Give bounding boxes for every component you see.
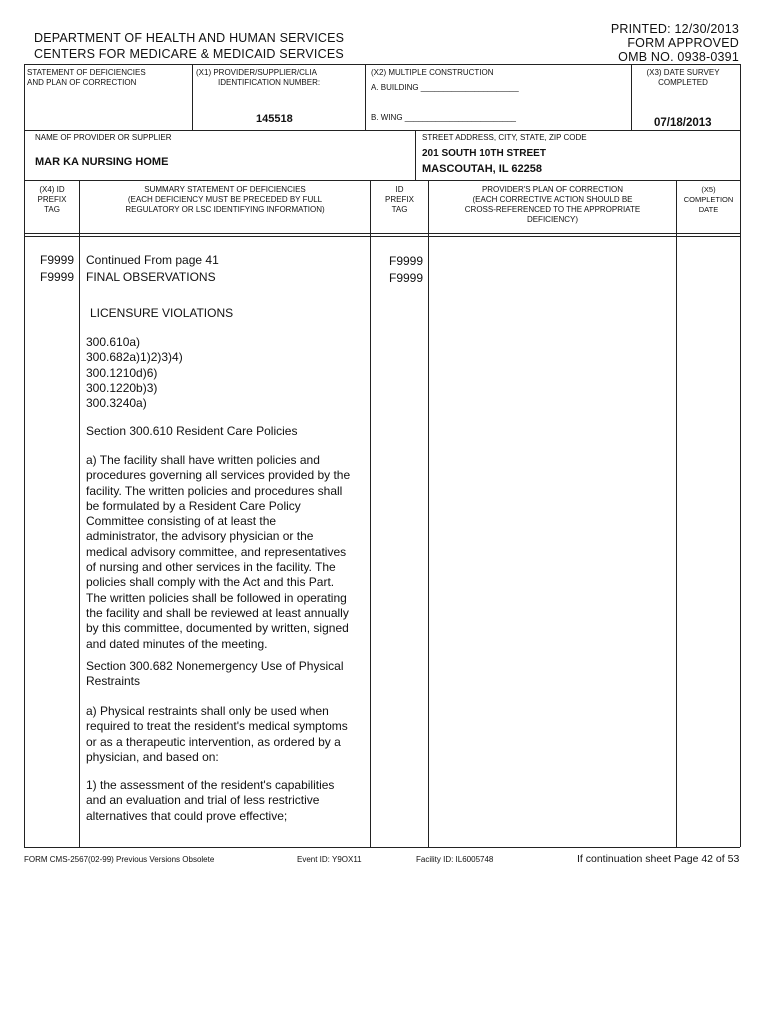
survey-date: 07/18/2013 — [654, 117, 712, 129]
x2-label: (X2) MULTIPLE CONSTRUCTION — [371, 68, 494, 77]
facility-id: Facility ID: IL6005748 — [416, 855, 494, 864]
paragraph-assessment: 1) the assessment of the resident's capabilities and an evaluation and trial of less restrictive alternatives that could prove effective; — [86, 778, 335, 823]
left-tag-1: F9999 — [40, 253, 75, 267]
final-observations: FINAL OBSERVATIONS — [86, 270, 216, 284]
col-divider-plan — [676, 180, 677, 847]
right-tag-2: F9999 — [389, 271, 424, 285]
plan-header: PROVIDER'S PLAN OF CORRECTION (EACH CORRECTIVE ACTION SHOULD BE CROSS-REFERENCED TO THE APPROPRIATE DEFICIENCY) — [464, 185, 641, 224]
section-682-heading: Section 300.682 Nonemergency Use of Physical Restraints — [86, 659, 344, 689]
agency-title: CENTERS FOR MEDICARE & MEDICAID SERVICES — [34, 47, 344, 61]
paragraph-policies: a) The facility shall have written policies and procedures governing all services provided by the facility. The written policies and procedures shall be formulated by a Resident Care Policy Committee consisting of at least the administrator, the advisory physician or the medical advisory committee, and representatives of nursing and other services in the facility. The policies shall comply with the Act and this Part. The written policies shall be followed in operating the facility and shall be reviewed at least annually by this committee, documented by written, signed and dated minutes of the meeting. — [86, 453, 351, 651]
x1-divider — [192, 64, 193, 130]
city-state-zip: MASCOUTAH, IL 62258 — [422, 163, 543, 175]
x1-label: (X1) PROVIDER/SUPPLIER/CLIA IDENTIFICATION NUMBER: — [196, 68, 321, 87]
x2-divider — [365, 64, 366, 130]
provider-name-label: NAME OF PROVIDER OR SUPPLIER — [35, 133, 172, 142]
left-tag-2: F9999 — [40, 270, 75, 284]
section-610-heading: Section 300.610 Resident Care Policies — [86, 424, 298, 438]
column-header-bottom-2 — [24, 236, 740, 237]
address-label: STREET ADDRESS, CITY, STATE, ZIP CODE — [422, 133, 587, 142]
id-header: ID PREFIX TAG — [385, 185, 414, 214]
right-border — [740, 64, 741, 847]
continued-line: Continued From page 41 — [86, 253, 219, 267]
building-field: A. BUILDING ______________________ — [371, 83, 519, 92]
street-address: 201 SOUTH 10TH STREET — [422, 148, 546, 159]
event-id: Event ID: Y9OX11 — [297, 855, 362, 864]
department-title: DEPARTMENT OF HEALTH AND HUMAN SERVICES — [34, 31, 345, 45]
provider-name: MAR KA NURSING HOME — [35, 156, 169, 168]
form-top-border — [24, 64, 740, 65]
column-header-bottom — [24, 233, 740, 234]
address-divider — [415, 130, 416, 180]
left-border — [24, 64, 25, 847]
wing-field: B. WING _________________________ — [371, 113, 517, 122]
regulation-codes: 300.610a) 300.682a)1)2)3)4) 300.1210d)6) 300.1220b)3) 300.3240a) — [86, 335, 183, 411]
x3-divider — [631, 64, 632, 130]
provider-id-number: 145518 — [256, 113, 293, 125]
form-id: FORM CMS-2567(02-99) Previous Versions Obsolete — [24, 855, 215, 864]
col-divider-summary — [370, 180, 371, 847]
statement-label: STATEMENT OF DEFICIENCIES AND PLAN OF CORRECTION — [27, 68, 146, 87]
right-tag-1: F9999 — [389, 254, 424, 268]
form-approved: FORM APPROVED — [627, 36, 739, 50]
col-divider-id — [428, 180, 429, 847]
licensure-heading: LICENSURE VIOLATIONS — [90, 306, 234, 320]
paragraph-restraints: a) Physical restraints shall only be used when required to treat the resident's medical symptoms or as a therapeutic intervention, as ordered by a physician, and based on: — [86, 704, 348, 764]
form-divider-2 — [24, 180, 740, 181]
omb-number: OMB NO. 0938-0391 — [618, 50, 739, 64]
x3-label: (X3) DATE SURVEY COMPLETED — [646, 68, 720, 87]
printed-date: PRINTED: 12/30/2013 — [610, 22, 739, 36]
form-bottom-border — [24, 847, 740, 848]
col-divider-x4 — [79, 180, 80, 847]
x4-header: (X4) ID PREFIX TAG — [37, 185, 67, 214]
x5-header: (X5) COMPLETION DATE — [683, 185, 734, 214]
page-continuation: If continuation sheet Page 42 of 53 — [577, 853, 740, 865]
summary-header: SUMMARY STATEMENT OF DEFICIENCIES (EACH DEFICIENCY MUST BE PRECEDED BY FULL REGULATORY OR LSC IDENTIFYING INFORMATION) — [125, 185, 325, 214]
form-divider-1 — [24, 130, 740, 131]
